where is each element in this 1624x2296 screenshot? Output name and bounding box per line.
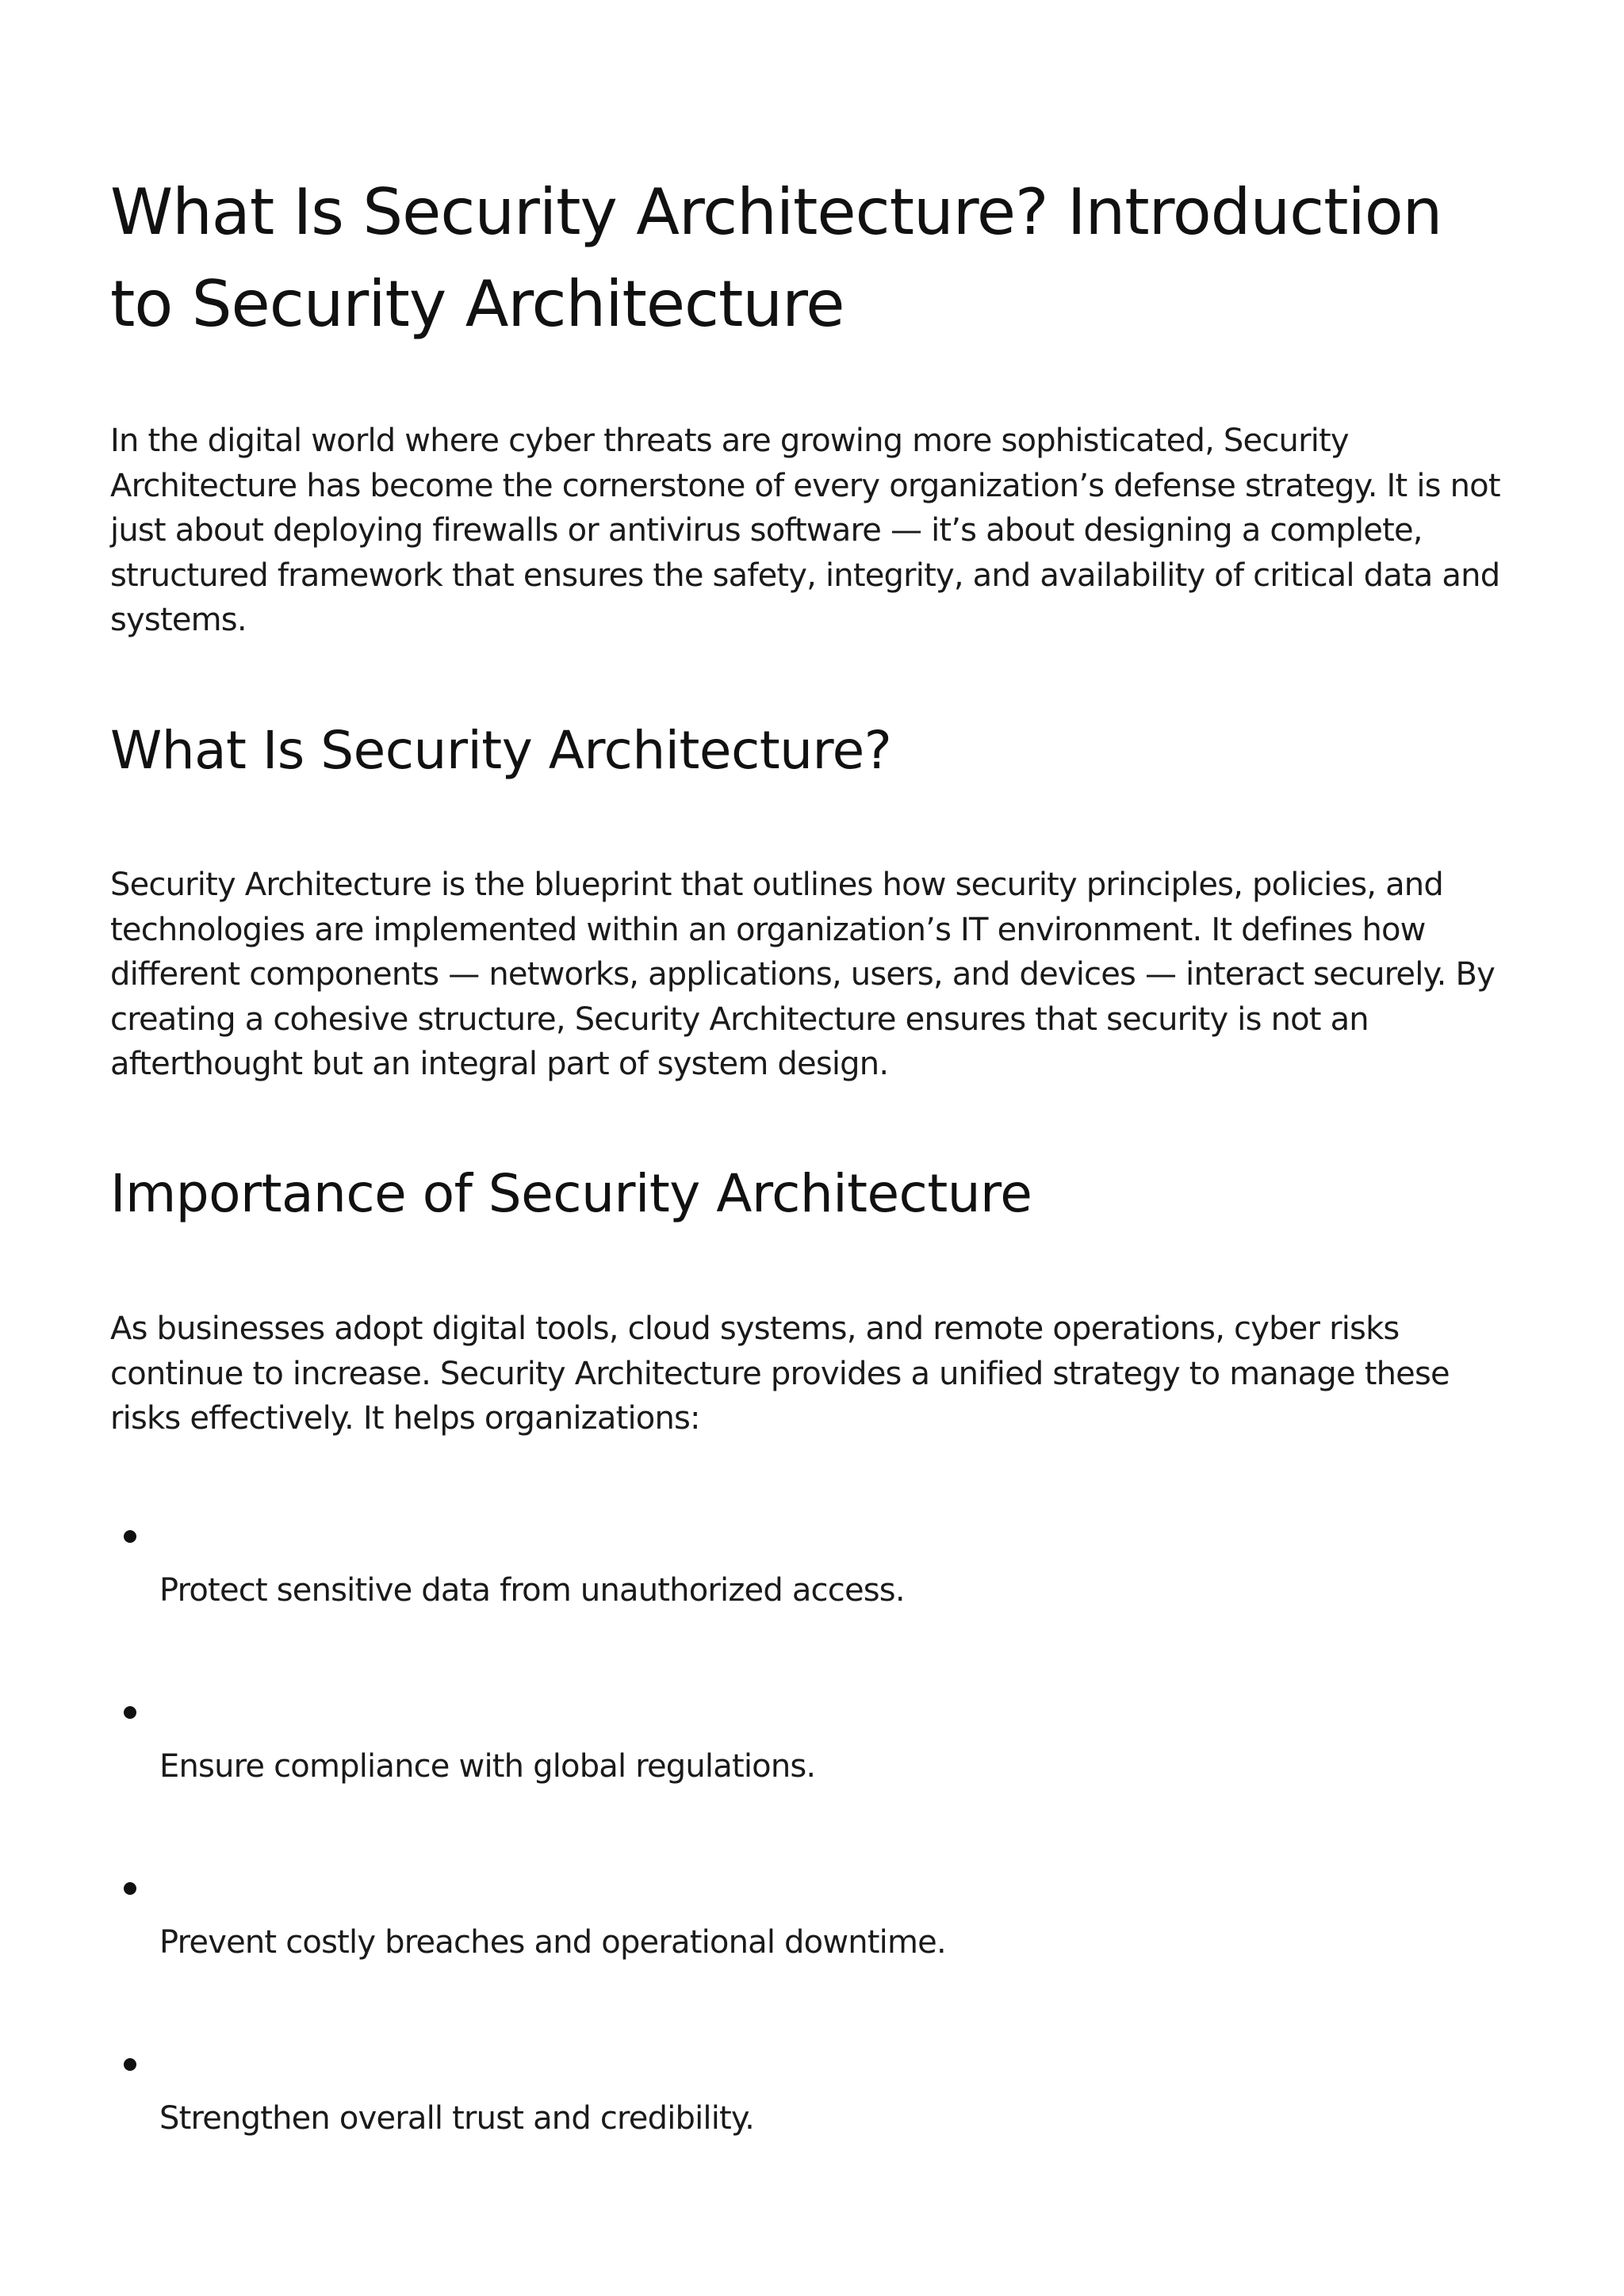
- list-item-text: Strengthen overall trust and credibility.: [159, 2100, 755, 2137]
- bullet-icon: [124, 1882, 136, 1895]
- list-item: [110, 1882, 1458, 2001]
- bullet-icon: [124, 1706, 136, 1719]
- intro-paragraph: In the digital world where cyber threats are growing more sophisticated, Security Architecture has become the cornerstone of every organization’s defense strategy. It is not just about deploying firewalls or antivirus software — it’s about designing a complete, structured framework that ensures the safety, integrity, and availability of critical data and systems.: [110, 423, 1500, 638]
- section-paragraph-importance: As businesses adopt digital tools, cloud systems, and remote operations, cyber risks continue to increase. Security Architecture provides a unified strategy to manage these risks effectively. It helps organizations:: [110, 1311, 1450, 1437]
- list-item-text: Protect sensitive data from unauthorized access.: [159, 1572, 905, 1609]
- section-paragraph-what-is: Security Architecture is the blueprint that outlines how security principles, policies, and technologies are implemented within an organization’s IT environment. It defines how different components — networks, applications, users, and devices — interact securely. By creating a cohesive structure, Security Architecture ensures that security is not an afterthought but an integral part of system design.: [110, 867, 1496, 1082]
- list-item-text: Ensure compliance with global regulations.: [159, 1748, 816, 1785]
- list-item: [110, 2058, 1458, 2177]
- list-item: [110, 1706, 1458, 1825]
- list-item: [110, 1530, 1458, 1649]
- section-heading-importance: Importance of Security Architecture: [110, 1163, 1032, 1224]
- bullet-icon: [124, 2058, 136, 2071]
- list-item-text: Prevent costly breaches and operational downtime.: [159, 1924, 946, 1961]
- section-heading-what-is: What Is Security Architecture?: [110, 720, 892, 781]
- bullet-icon: [124, 1530, 136, 1543]
- page-title: What Is Security Architecture? Introduction to Security Architecture: [110, 175, 1442, 341]
